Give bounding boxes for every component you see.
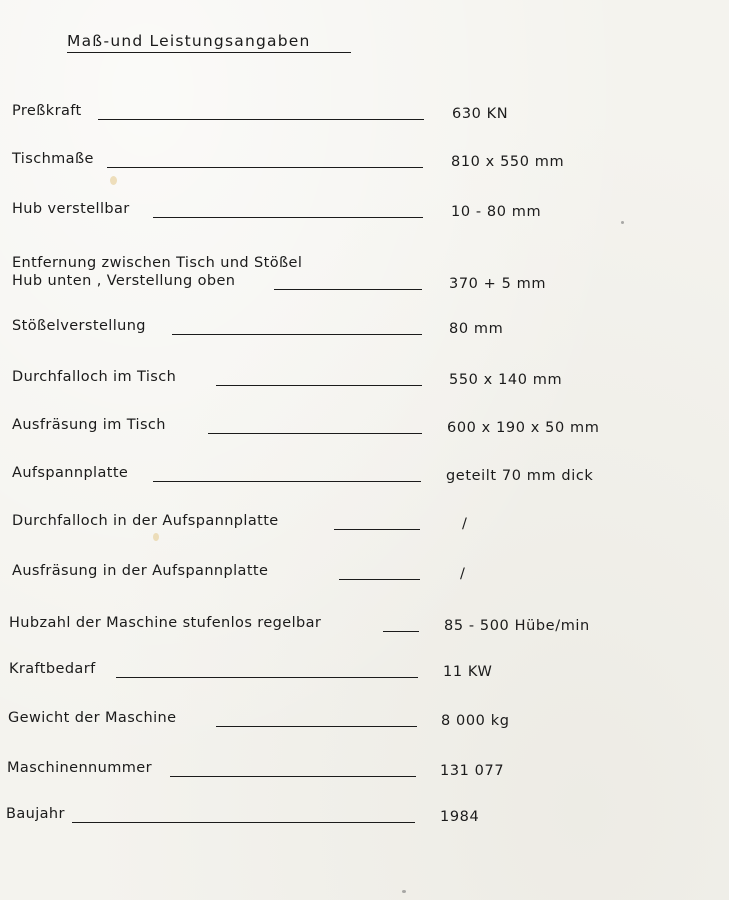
- spec-row-hubzahl: [0, 608, 729, 638]
- paper-dot: [402, 890, 406, 893]
- spec-value: geteilt 70 mm dick: [446, 468, 594, 484]
- leader-line: [98, 119, 424, 120]
- spec-value: 8 000 kg: [441, 713, 510, 729]
- leader-line: [208, 433, 422, 434]
- spec-label: Hubzahl der Maschine stufenlos regelbar: [9, 615, 322, 631]
- spec-row-entfernung: [0, 240, 729, 296]
- leader-line: [334, 529, 420, 530]
- spec-value: 85 - 500 Hübe/min: [444, 618, 590, 634]
- spec-label: Hub verstellbar: [12, 201, 130, 217]
- leader-line: [274, 289, 422, 290]
- spec-label: Aufspannplatte: [12, 465, 129, 481]
- leader-line: [153, 217, 423, 218]
- spec-row-baujahr: [0, 799, 729, 829]
- spec-row-stoesselverstellung: [0, 311, 729, 341]
- spec-label: Kraftbedarf: [9, 661, 96, 677]
- spec-value: 80 mm: [449, 321, 504, 337]
- leader-line: [216, 385, 422, 386]
- paper-dot: [621, 221, 624, 224]
- leader-line: [107, 167, 423, 168]
- spec-value: 11 KW: [443, 664, 493, 680]
- spec-value: 810 x 550 mm: [451, 154, 565, 170]
- spec-row-ausfraesung-tisch: [0, 410, 729, 440]
- paper-stain: [110, 176, 117, 185]
- page-title: Maß-und Leistungsangaben: [67, 32, 351, 53]
- leader-line: [116, 677, 418, 678]
- spec-row-hub-verstellbar: [0, 194, 729, 224]
- spec-label: Gewicht der Maschine: [8, 710, 177, 726]
- spec-label: [12, 254, 302, 290]
- spec-value: 370 + 5 mm: [449, 276, 547, 292]
- spec-value: 600 x 190 x 50 mm: [447, 420, 600, 436]
- leader-line: [170, 776, 416, 777]
- spec-label: Durchfalloch in der Aufspannplatte: [12, 513, 279, 529]
- spec-value: 630 KN: [452, 106, 509, 122]
- spec-row-kraftbedarf: [0, 654, 729, 684]
- spec-label: Durchfalloch im Tisch: [12, 369, 177, 385]
- leader-line: [383, 631, 419, 632]
- leader-line: [172, 334, 422, 335]
- spec-value: /: [460, 566, 466, 582]
- spec-row-durchfalloch-aufspannplatte: [0, 506, 729, 536]
- spec-value: 131 077: [440, 763, 505, 779]
- spec-label: Maschinennummer: [7, 760, 152, 776]
- spec-label: Baujahr: [6, 806, 65, 822]
- spec-row-durchfalloch-tisch: [0, 362, 729, 392]
- spec-label: Stößelverstellung: [12, 318, 146, 334]
- spec-label: Preßkraft: [12, 103, 82, 119]
- paper-stain: [153, 533, 159, 541]
- leader-line: [216, 726, 417, 727]
- spec-row-presskraft: [0, 96, 729, 126]
- spec-row-aufspannplatte: [0, 458, 729, 488]
- leader-line: [72, 822, 415, 823]
- spec-label-line2: Hub unten , Verstellung oben: [12, 273, 236, 289]
- spec-value: /: [462, 516, 468, 532]
- spec-value: 10 - 80 mm: [451, 204, 542, 220]
- spec-row-ausfraesung-aufspannplatte: [0, 556, 729, 586]
- spec-label: Tischmaße: [12, 151, 94, 167]
- spec-label-line1: Entfernung zwischen Tisch und Stößel: [12, 255, 303, 271]
- spec-value: 1984: [440, 809, 480, 825]
- spec-label: Ausfräsung im Tisch: [12, 417, 166, 433]
- spec-value: 550 x 140 mm: [449, 372, 563, 388]
- spec-row-tischmasse: [0, 144, 729, 174]
- leader-line: [339, 579, 420, 580]
- spec-row-maschinennummer: [0, 753, 729, 783]
- leader-line: [153, 481, 421, 482]
- spec-row-gewicht: [0, 703, 729, 733]
- spec-label: Ausfräsung in der Aufspannplatte: [12, 563, 269, 579]
